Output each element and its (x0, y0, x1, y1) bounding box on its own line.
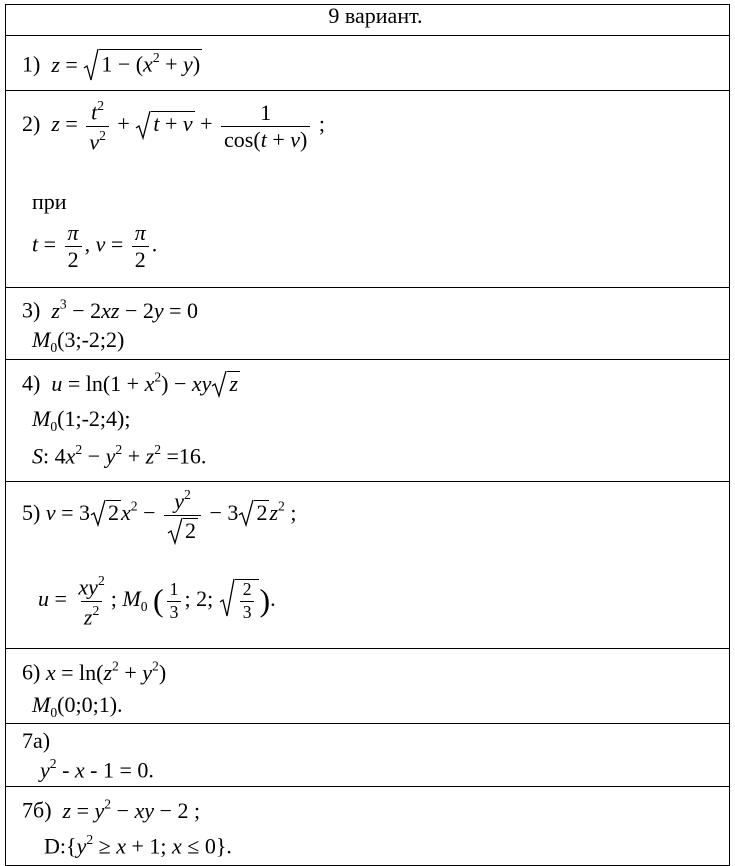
variant-table (5, 4, 730, 866)
task-row-1 (6, 36, 730, 91)
task-7b-formula (22, 797, 200, 822)
task-1-formula (22, 49, 202, 76)
task-1-math: z = $1 - (x^2 + y)$ (46, 52, 202, 77)
task-7b-math: $z = y^2$ − xy − 2 ; (62, 796, 201, 823)
header-row (6, 5, 730, 36)
task-5-u-point: u = $\frac{xy^2}{z^2}$ ; $M_0$ ( $\frac{1}{3}$ ; 2; $\frac{2}{3}$ ). (38, 573, 276, 630)
task-3-math: $z^3 - 2xz - 2y = 0$ (51, 296, 199, 323)
task-6-point: $M_0(0;0;1)$. (32, 692, 123, 720)
task-4-math: $u = \ln(1 + x^2)$ − xy z (51, 369, 238, 396)
task-row-3 (6, 288, 730, 360)
task-3-formula (22, 297, 198, 322)
task-5-label: 5) (22, 499, 41, 525)
task-4-formula (22, 370, 240, 395)
task-row-4 (6, 360, 730, 482)
task-4-label: 4) (22, 370, 41, 396)
task-4-surface: S: $4x^2 - y^2 + z^2 =16$. (32, 442, 207, 469)
task-row-6 (6, 649, 730, 724)
task-2-values: t = $\frac{\pi}{2}$ , v = $\frac{\pi}{2}$ . (32, 220, 158, 272)
task-6-math: $x = \ln(z^2 + y^2)$ (45, 658, 167, 685)
task-2-label: 2) (22, 111, 41, 137)
task-7a-label: 7а) (22, 728, 51, 753)
task-row-7a (6, 724, 730, 787)
task-7b-domain: $D:\{y^2 \ge x + 1$; x ≤ 0}. (44, 832, 232, 859)
task-6-formula (22, 659, 166, 684)
task-row-2 (6, 91, 730, 288)
task-6-label: 6) (22, 659, 41, 685)
task-5-math: v = 3 $2x^2$ − $\frac{y^2}{2}$ − 3 $2z^2$ ; (45, 487, 297, 543)
task-5-formula (22, 488, 296, 542)
task-2-formula (22, 99, 325, 153)
variant-title: 9 вариант. (6, 5, 730, 36)
task-4-point: $M_0(1;-2;4)$; (32, 406, 131, 434)
task-3-label: 3) (22, 297, 41, 323)
task-2-condition: при (32, 189, 67, 214)
task-1-label: 1) (22, 51, 41, 77)
task-7b-label: 7б) (22, 797, 52, 823)
task-3-point: $M_0(3;-2;2)$ (32, 327, 125, 355)
task-7a-math: $y^2 - x - 1 = 0$. (40, 756, 154, 783)
task-row-7b (6, 787, 730, 866)
task-2-math: z = $\frac{t^2}{v^2}$ + t + v + $\frac{1}{\cos(t + v)}$ ; (51, 98, 325, 155)
task-row-5 (6, 482, 730, 649)
